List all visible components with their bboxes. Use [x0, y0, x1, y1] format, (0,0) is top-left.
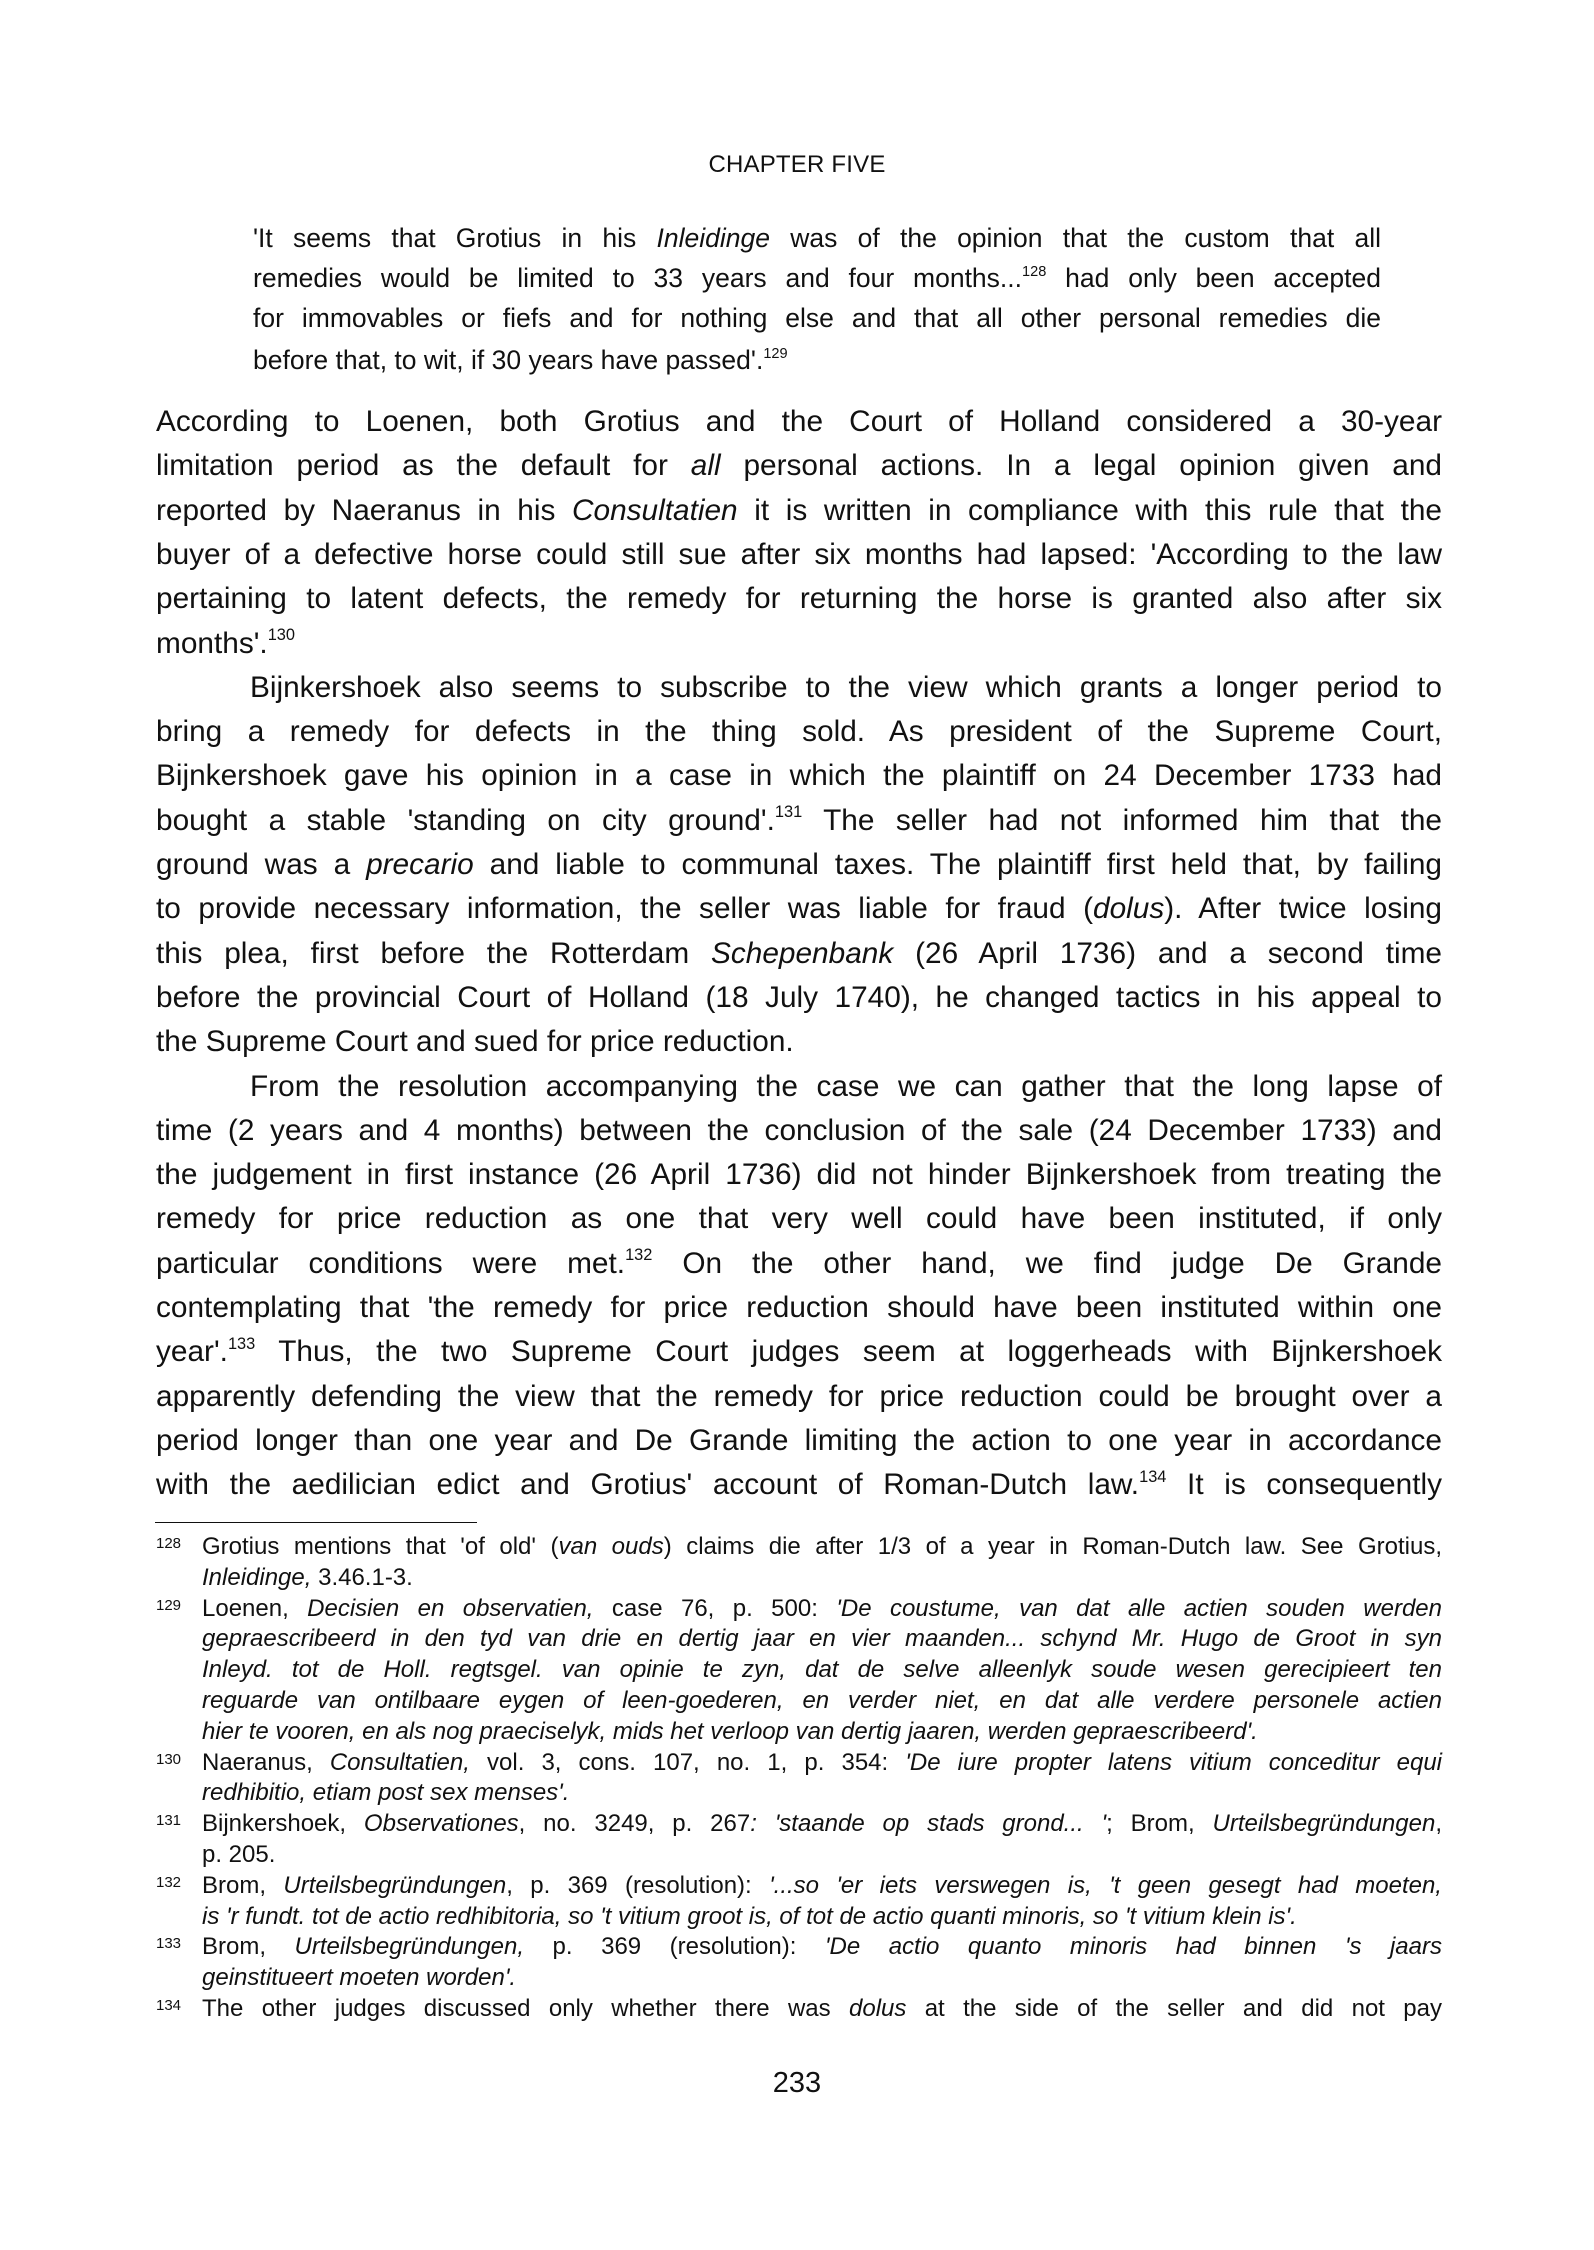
italic-text: Decisien en observatien,: [307, 1594, 594, 1622]
body-line: [156, 493, 1442, 529]
text-run: ). After twice losing: [1164, 892, 1442, 926]
text-run: this plea, first before the Rotterdam: [156, 936, 711, 970]
text-run: Grotius mentions that 'of old' (: [202, 1533, 559, 1560]
text-run: limitation period as the default for: [156, 449, 691, 483]
italic-text: dolus: [1093, 892, 1165, 926]
quote-line: [253, 222, 1381, 254]
body-line: [156, 537, 1442, 573]
text-run: Bijnkershoek,: [202, 1810, 364, 1838]
footnote-line: [202, 1563, 1442, 1593]
footnote-line: [202, 1686, 1442, 1716]
footnote-line: [202, 1809, 1442, 1839]
footnote-reference: 134: [1139, 1467, 1167, 1486]
body-line: [156, 847, 1442, 883]
text-run: It is consequently: [1166, 1468, 1442, 1502]
text-run: Loenen,: [202, 1594, 308, 1622]
footnote-line: [202, 1717, 1442, 1747]
text-run: ground was a: [156, 848, 367, 881]
text-run: bring a remedy for defects in the thing sold. As president of the Supreme Court,: [156, 715, 1442, 749]
italic-text: Urteilsbegründungen: [283, 1871, 507, 1899]
text-run: On the other hand, we find judge De Grande: [652, 1246, 1442, 1280]
footnote-line: [202, 1655, 1442, 1685]
footnote-line: [202, 1932, 1442, 1962]
italic-text: Consultatien: [571, 493, 738, 527]
text-run: before the provincial Court of Holland (18 July 1740), he changed tactics in his appeal to: [156, 980, 1442, 1014]
text-run: buyer of a defective horse could still sue after six months had lapsed: 'According to the law: [156, 537, 1442, 571]
footnote-number: 130: [156, 1750, 182, 1768]
text-run: for immovables or fiefs and for nothing else and that all other personal remedies die: [253, 303, 1381, 333]
body-line: [156, 448, 1442, 484]
body-line: [156, 626, 1442, 662]
italic-text: : 'staande op stads grond... ': [750, 1810, 1107, 1838]
italic-text: 'De actio quanto minoris had binnen 's jaars: [824, 1933, 1442, 1961]
italic-text: Schepenbank: [711, 936, 894, 970]
text-run: ,: [1435, 1810, 1442, 1838]
text-run: pertaining to latent defects, the remedy for returning the horse is granted also after six: [156, 582, 1442, 616]
text-run: it is written in compliance with this rule that the: [737, 493, 1442, 527]
text-run: , p. 369 (resolution):: [506, 1871, 770, 1899]
text-run: Bijnkershoek gave his opinion in a case in which the plaintiff on 24 December 1733 had: [156, 759, 1442, 793]
italic-text: Consultatien,: [329, 1748, 470, 1776]
text-run: before that, to wit, if 30 years have passed'.: [253, 345, 764, 375]
body-line: [156, 1201, 1442, 1237]
italic-text: 'De iure propter latens vitium conceditur equi: [905, 1748, 1442, 1776]
quote-line: [253, 344, 1381, 376]
italic-text: dolus: [849, 1995, 907, 2022]
body-line: [156, 803, 1442, 839]
footnote-line: [202, 1871, 1442, 1901]
text-run: According to Loenen, both Grotius and the Court of Holland considered a 30-year: [156, 405, 1442, 438]
footnote-reference: 130: [267, 626, 296, 645]
body-line: [156, 1379, 1442, 1415]
body-line: [156, 1024, 1442, 1060]
italic-text: is 'r fundt. tot de actio redhibitoria, so 't vitium groot is, of tot de actio quanti minoris, so 't vitium klein is'.: [202, 1902, 1297, 1930]
text-run: case 76, p. 500:: [593, 1594, 837, 1622]
body-line: [156, 1467, 1442, 1503]
body-line: [250, 670, 1442, 706]
italic-text: '...so 'er iets verswegen is, 't geen gesegt had moeten,: [769, 1871, 1442, 1899]
body-line: [156, 404, 1442, 440]
body-line: [156, 581, 1442, 617]
footnote-number: 134: [156, 1997, 182, 2014]
text-run: the Supreme Court and sued for price reduction.: [156, 1025, 794, 1059]
text-run: vol. 3, cons. 107, no. 1, p. 354:: [469, 1748, 906, 1776]
body-line: [156, 1423, 1442, 1459]
body-line: [156, 714, 1442, 750]
body-line: [156, 1246, 1442, 1282]
body-line: [156, 1113, 1442, 1149]
footnote-number: 133: [156, 1935, 182, 1953]
page-number: 233: [772, 2067, 822, 2099]
text-run: months'.: [156, 626, 268, 660]
footnote-reference: 129: [763, 346, 788, 363]
italic-text: 'De coustume, van dat alle actien souden werden: [836, 1594, 1443, 1622]
italic-text: reguarde van ontilbaare eygen of leen-goederen, en verder niet, en dat alle verdere personele actien: [202, 1687, 1442, 1714]
text-run: with the aedilician edict and Grotius' account of Roman-Dutch law.: [156, 1468, 1140, 1502]
footnote-reference: 128: [1022, 264, 1047, 281]
body-line: [156, 891, 1442, 927]
footnote-line: [202, 1594, 1442, 1624]
text-run: remedy for price reduction as one that very well could have been instituted, if only: [156, 1202, 1442, 1236]
footnote-number: 129: [156, 1596, 182, 1614]
italic-text: Observationes: [363, 1810, 519, 1838]
text-run: to provide necessary information, the seller was liable for fraud (: [156, 892, 1093, 926]
text-run: Bijnkershoek also seems to subscribe to the view which grants a longer period to: [250, 670, 1442, 704]
text-run: reported by Naeranus in his: [156, 493, 572, 527]
italic-text: Inleyd. tot de Holl. regtsgel. van opinie te zyn, dat de selve alleenlyk soude wesen gerecipieert ten: [202, 1656, 1442, 1684]
footnote-line: [202, 1778, 1442, 1808]
text-run: had only been accepted: [1046, 263, 1381, 293]
text-run: was of the opinion that the custom that all: [769, 223, 1381, 253]
text-run: From the resolution accompanying the case we can gather that the long lapse of: [250, 1069, 1442, 1103]
text-run: The seller had not informed him that the: [802, 803, 1442, 837]
text-run: 'It seems that Grotius in his: [253, 223, 657, 253]
footnote-number: 128: [156, 1535, 182, 1552]
body-line: [156, 758, 1442, 794]
italic-text: Urteilsbegründungen,: [294, 1933, 525, 1961]
text-run: year'.: [156, 1335, 228, 1369]
italic-text: geinstitueert moeten worden'.: [202, 1964, 517, 1992]
footnote-line: [202, 1624, 1442, 1654]
text-run: particular conditions were met.: [156, 1246, 626, 1280]
text-run: 3.46.1-3.: [311, 1563, 413, 1591]
body-line: [156, 936, 1442, 972]
footnote-line: [202, 1963, 1442, 1993]
text-run: time (2 years and 4 months) between the conclusion of the sale (24 December 1733) and: [156, 1113, 1442, 1147]
italic-text: Inleidinge,: [202, 1563, 312, 1591]
footnote-line: [202, 1840, 1442, 1870]
quote-line: [253, 262, 1381, 294]
footnote-number: 132: [156, 1873, 182, 1891]
text-run: Thus, the two Supreme Court judges seem at loggerheads with Bijnkershoek: [255, 1335, 1442, 1369]
text-run: the judgement in first instance (26 April 1736) did not hinder Bijnkershoek from treating the: [156, 1158, 1442, 1192]
text-run: contemplating that 'the remedy for price reduction should have been instituted within one: [156, 1291, 1442, 1324]
body-line: [156, 1334, 1442, 1370]
footnote-separator: [155, 1522, 477, 1523]
body-line: [156, 1290, 1442, 1326]
running-head: CHAPTER FIVE: [708, 151, 886, 178]
italic-text: Urteilsbegründungen: [1212, 1810, 1436, 1838]
italic-text: hier te vooren, en als nog praeciselyk, mids het verloop van dertig jaaren, werden gepraescribeerd'.: [202, 1717, 1258, 1745]
footnote-line: [202, 1532, 1442, 1562]
footnote-reference: 132: [625, 1246, 653, 1265]
text-run: Brom,: [202, 1871, 284, 1899]
text-run: apparently defending the view that the remedy for price reduction could be brought over a: [156, 1379, 1442, 1413]
italic-text: gepraescribeerd in den tyd van drie en dertig jaar en vier maanden... schynd Mr. Hugo de Groot in syn: [202, 1625, 1442, 1653]
text-run: p. 369 (resolution):: [524, 1933, 825, 1961]
text-run: The other judges discussed only whether there was: [202, 1995, 849, 2022]
quote-line: [253, 302, 1381, 334]
footnote-reference: 131: [774, 803, 803, 822]
italic-text: Inleidinge: [656, 223, 770, 253]
italic-text: redhibitio, etiam post sex menses'.: [202, 1779, 570, 1807]
text-run: and liable to communal taxes. The plaintiff first held that, by failing: [473, 848, 1442, 881]
text-run: bought a stable 'standing on city ground'.: [156, 803, 775, 837]
footnote-line: [202, 1902, 1442, 1932]
text-run: remedies would be limited to 33 years and four months...: [253, 263, 1023, 293]
body-line: [250, 1069, 1442, 1105]
footnote-number: 131: [156, 1812, 182, 1830]
text-run: , no. 3249, p. 267: [518, 1810, 751, 1838]
italic-text: precario: [366, 848, 474, 881]
text-run: personal actions. In a legal opinion given and: [720, 449, 1442, 483]
text-run: period longer than one year and De Grande limiting the action to one year in accordance: [156, 1423, 1442, 1457]
text-run: Naeranus,: [202, 1748, 330, 1776]
text-run: (26 April 1736) and a second time: [893, 936, 1442, 970]
text-run: ; Brom,: [1106, 1810, 1213, 1838]
footnote-line: [202, 1994, 1442, 2024]
text-run: p. 205.: [202, 1841, 276, 1868]
text-run: at the side of the seller and did not pay: [906, 1995, 1443, 2022]
text-run: Brom,: [202, 1933, 295, 1961]
body-line: [156, 1157, 1442, 1193]
italic-text: van ouds: [558, 1533, 664, 1560]
italic-text: all: [690, 449, 721, 483]
body-line: [156, 980, 1442, 1016]
footnote-line: [202, 1748, 1442, 1778]
text-run: ) claims die after 1/3 of a year in Roman-Dutch law. See Grotius,: [663, 1533, 1443, 1560]
footnote-reference: 133: [227, 1335, 256, 1354]
